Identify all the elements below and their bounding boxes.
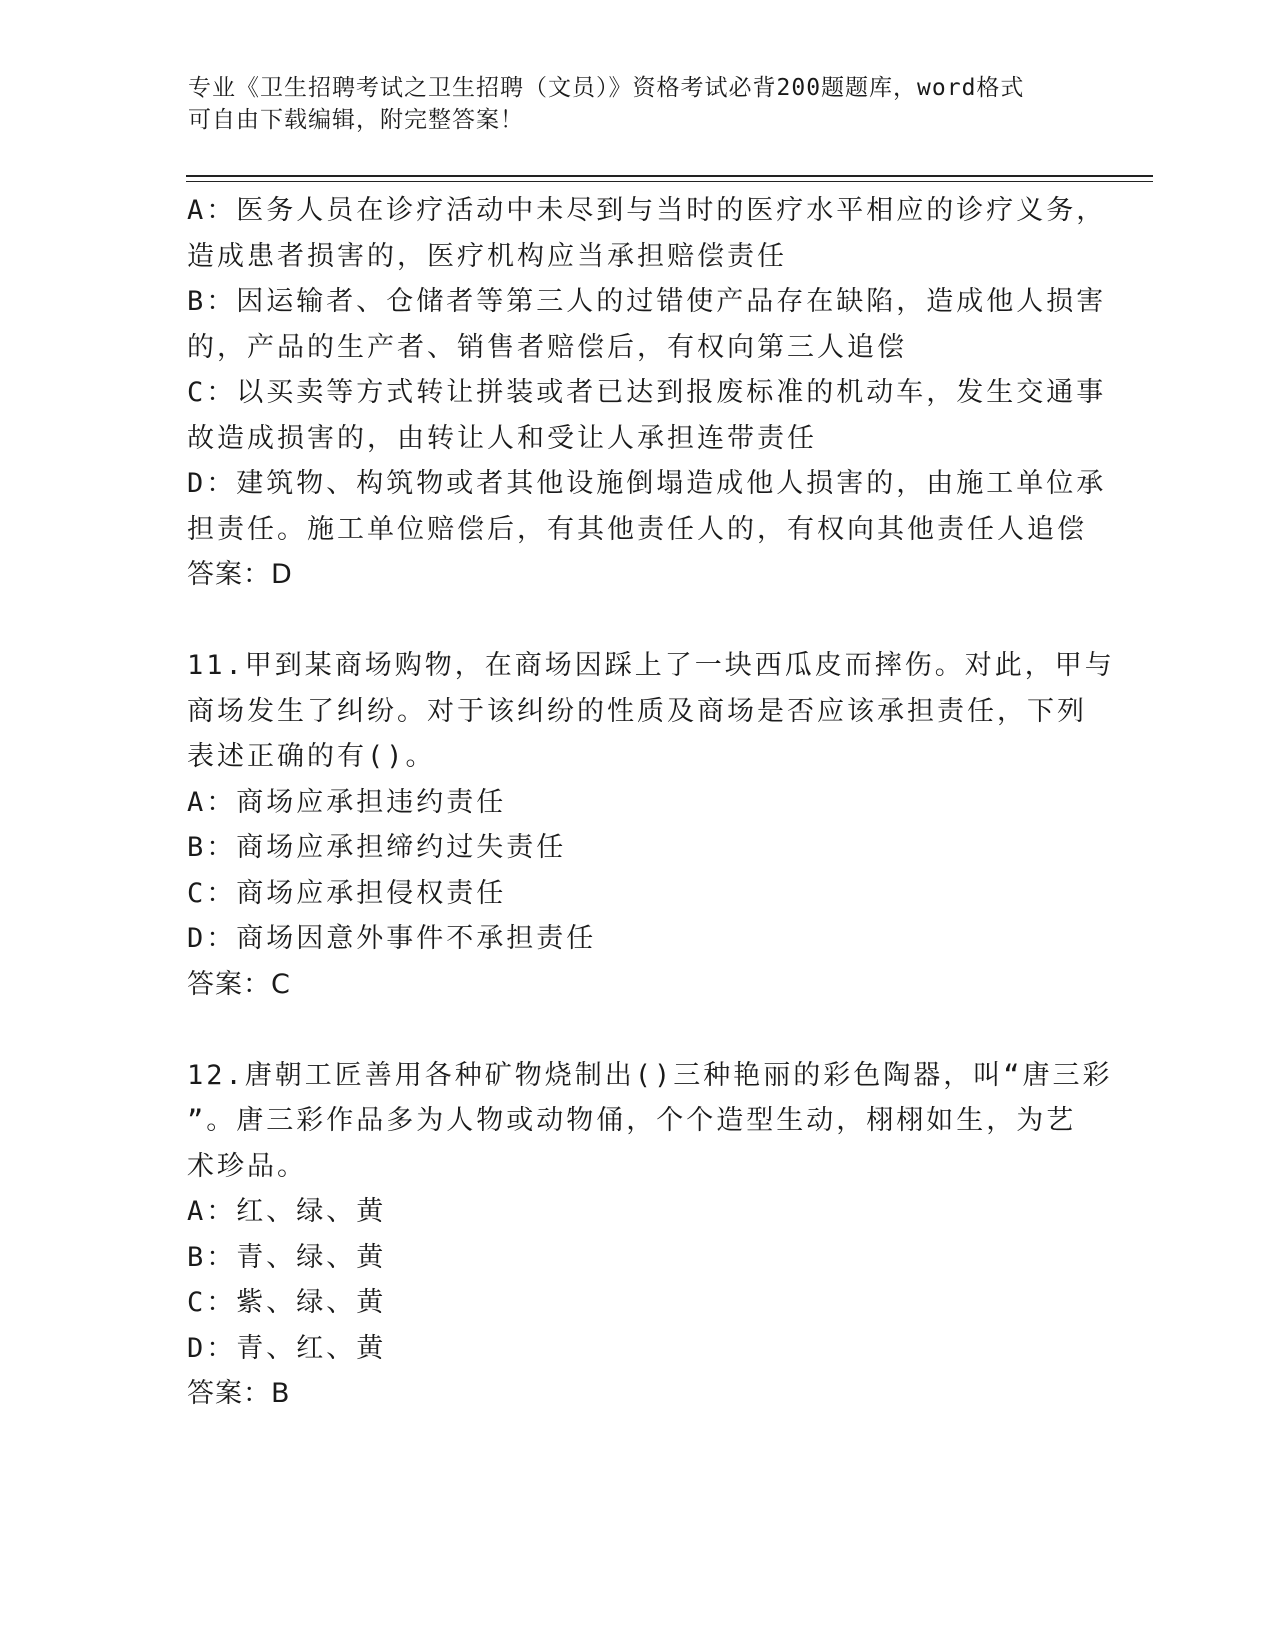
q11-option-b: B：商场应承担缔约过失责任 <box>187 832 567 863</box>
q12-stem-line-3: 术珍品。 <box>187 1150 307 1182</box>
question-11 <box>187 643 1115 1007</box>
question-12 <box>187 1053 1113 1417</box>
q11-option-a: A：商场应承担违约责任 <box>187 786 507 818</box>
header-line-1: 专业《卫生招聘考试之卫生招聘（文员）》资格考试必背200题题库，word格式 <box>188 75 1025 101</box>
header-divider-thick <box>186 175 1153 177</box>
q12-stem-line-2: ”。唐三彩作品多为人物或动物俑，个个造型生动，栩栩如生，为艺 <box>187 1105 1077 1136</box>
document-header <box>188 72 1068 136</box>
question-10 <box>187 188 1107 598</box>
q11-option-d: D：商场因意外事件不承担责任 <box>187 923 597 954</box>
q10-option-a-line-2: 造成患者损害的，医疗机构应当承担赔偿责任 <box>187 240 787 272</box>
q12-answer: 答案：B <box>187 1378 291 1409</box>
q10-answer: 答案：D <box>187 559 293 590</box>
q10-option-b-line-1: B：因运输者、仓储者等第三人的过错使产品存在缺陷，造成他人损害 <box>187 286 1107 317</box>
q11-stem-line-3: 表述正确的有()。 <box>187 741 436 772</box>
q10-option-d-line-2: 担责任。施工单位赔偿后，有其他责任人的，有权向其他责任人追偿 <box>187 513 1087 545</box>
q11-stem-line-2: 商场发生了纠纷。对于该纠纷的性质及商场是否应该承担责任，下列 <box>187 695 1087 727</box>
q10-option-c-line-1: C：以买卖等方式转让拼装或者已达到报废标准的机动车，发生交通事 <box>187 377 1107 408</box>
q12-option-c: C：紫、绿、黄 <box>187 1287 387 1318</box>
header-divider-thin <box>186 181 1153 182</box>
q10-option-c-line-2: 故造成损害的，由转让人和受让人承担连带责任 <box>187 422 817 454</box>
q11-option-c: C：商场应承担侵权责任 <box>187 877 507 909</box>
q10-option-d-line-1: D：建筑物、构筑物或者其他设施倒塌造成他人损害的，由施工单位承 <box>187 468 1107 499</box>
q10-option-b-line-2: 的，产品的生产者、销售者赔偿后，有权向第三人追偿 <box>187 331 907 363</box>
question-gap <box>187 1007 1087 1053</box>
q12-stem-line-1: 12.唐朝工匠善用各种矿物烧制出()三种艳丽的彩色陶器，叫“唐三彩 <box>187 1059 1113 1091</box>
q11-answer: 答案：C <box>187 968 291 1000</box>
question-gap <box>187 598 1087 644</box>
q12-option-b: B：青、绿、黄 <box>187 1241 387 1273</box>
q11-stem-line-1: 11.甲到某商场购物，在商场因踩上了一块西瓜皮而摔伤。对此，甲与 <box>187 650 1115 681</box>
header-line-2: 可自由下载编辑，附完整答案！ <box>188 107 524 133</box>
q10-option-a-line-1: A：医务人员在诊疗活动中未尽到与当时的医疗水平相应的诊疗义务， <box>187 195 1107 226</box>
question-content <box>187 188 1115 1417</box>
q12-option-a: A：红、绿、黄 <box>187 1196 387 1227</box>
q12-option-d: D：青、红、黄 <box>187 1332 387 1364</box>
